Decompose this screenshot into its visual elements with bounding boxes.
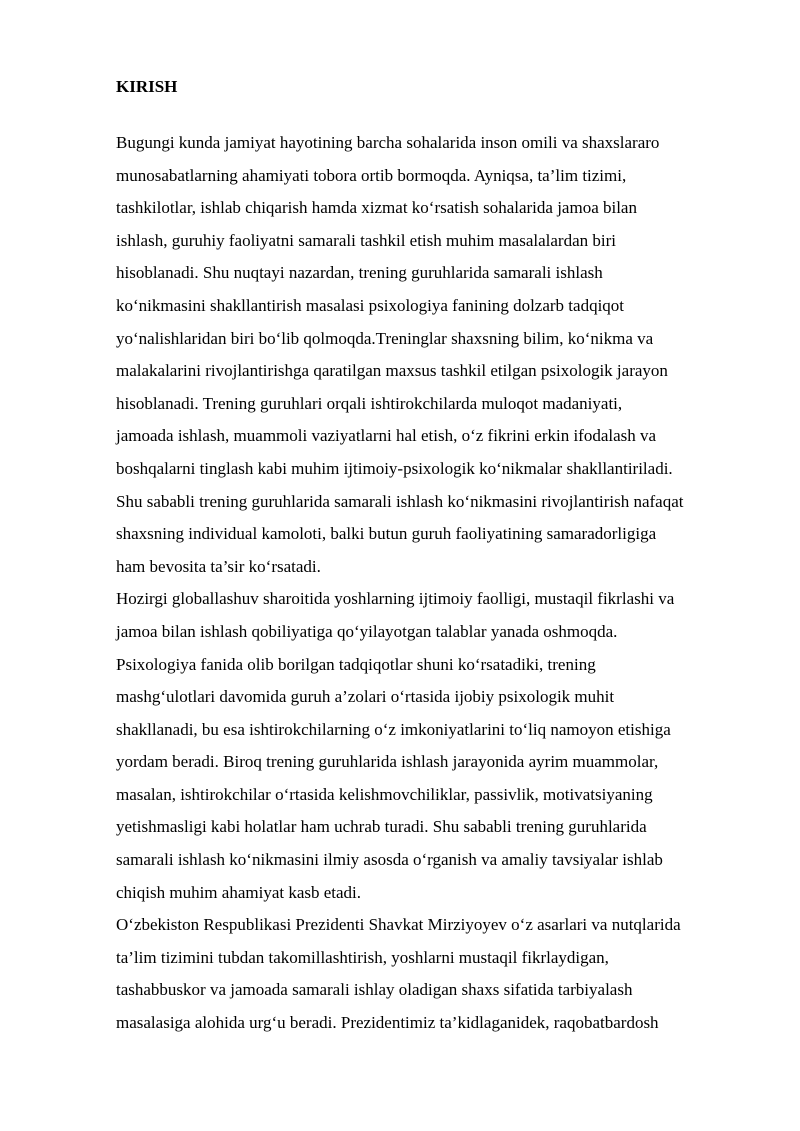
text-line: samarali ishlash ko‘nikmasini ilmiy asosda o‘rganish va amaliy tavsiyalar ishlab xyxy=(116,850,663,870)
text-line: jamoa bilan ishlash qobiliyatiga qo‘yilayotgan talablar yanada oshmoqda. xyxy=(116,621,618,641)
body-text xyxy=(116,127,776,1040)
text-line: tashkilotlar, ishlab chiqarish hamda xizmat ko‘rsatish sohalarida jamoa bilan xyxy=(116,198,637,218)
text-line: yetishmasligi kabi holatlar ham uchrab turadi. Shu sababli trening guruhlarida xyxy=(116,817,647,837)
section-heading: KIRISH xyxy=(116,77,178,96)
text-line: masalasiga alohida urg‘u beradi. Prezidentimiz ta’kidlaganidek, raqobatbardosh xyxy=(116,1013,659,1033)
text-line: shaxsning individual kamoloti, balki butun guruh faoliyatining samaradorligiga xyxy=(116,524,657,544)
text-line: tashabbuskor va jamoada samarali ishlay oladigan shaxs sifatida tarbiyalash xyxy=(116,980,633,1000)
text-line: chiqish muhim ahamiyat kasb etadi. xyxy=(116,882,362,902)
text-line: malakalarini rivojlantirishga qaratilgan maxsus tashkil etilgan psixologik jarayon xyxy=(116,361,668,381)
text-line: Psixologiya fanida olib borilgan tadqiqotlar shuni ko‘rsatadiki, trening xyxy=(116,654,596,674)
text-line: shakllanadi, bu esa ishtirokchilarning o‘z imkoniyatlarini to‘liq namoyon etishiga xyxy=(116,719,671,739)
text-line: yordam beradi. Biroq trening guruhlarida ishlash jarayonida ayrim muammolar, xyxy=(116,752,659,772)
text-line: ham bevosita ta’sir ko‘rsatadi. xyxy=(116,556,321,576)
text-line: mashg‘ulotlari davomida guruh a’zolari o‘rtasida ijobiy psixologik muhit xyxy=(116,687,615,707)
text-line: munosabatlarning ahamiyati tobora ortib bormoqda. Ayniqsa, ta’lim tizimi, xyxy=(116,165,627,185)
text-line: Bugungi kunda jamiyat hayotining barcha sohalarida inson omili va shaxslararo xyxy=(116,133,660,152)
text-line: masalan, ishtirokchilar o‘rtasida kelishmovchiliklar, passivlik, motivatsiyaning xyxy=(116,784,653,804)
text-line: boshqalarni tinglash kabi muhim ijtimoiy-psixologik ko‘nikmalar shakllantiriladi. xyxy=(116,458,673,478)
text-line: ishlash, guruhiy faoliyatni samarali tashkil etish muhim masalalardan biri xyxy=(116,230,616,250)
text-line: O‘zbekiston Respublikasi Prezidenti Shavkat Mirziyoyev o‘z asarlari va nutqlarida xyxy=(116,915,681,935)
text-line: yo‘nalishlaridan biri bo‘lib qolmoqda.Treninglar shaxsning bilim, ko‘nikma va xyxy=(116,328,654,348)
text-line: ta’lim tizimini tubdan takomillashtirish, yoshlarni mustaqil fikrlaydigan, xyxy=(116,947,609,967)
text-line: hisoblanadi. Trening guruhlari orqali ishtirokchilarda muloqot madaniyati, xyxy=(116,393,623,413)
text-line: Shu sababli trening guruhlarida samarali ishlash ko‘nikmasini rivojlantirish nafaqat xyxy=(116,491,684,511)
text-line: jamoada ishlash, muammoli vaziyatlarni hal etish, o‘z fikrini erkin ifodalash va xyxy=(116,426,657,446)
text-line: ko‘nikmasini shakllantirish masalasi psixologiya fanining dolzarb tadqiqot xyxy=(116,295,625,315)
text-line: Hozirgi globallashuv sharoitida yoshlarning ijtimoiy faolligi, mustaqil fikrlashi va xyxy=(116,589,675,609)
text-line: hisoblanadi. Shu nuqtayi nazardan, trening guruhlarida samarali ishlash xyxy=(116,263,603,283)
